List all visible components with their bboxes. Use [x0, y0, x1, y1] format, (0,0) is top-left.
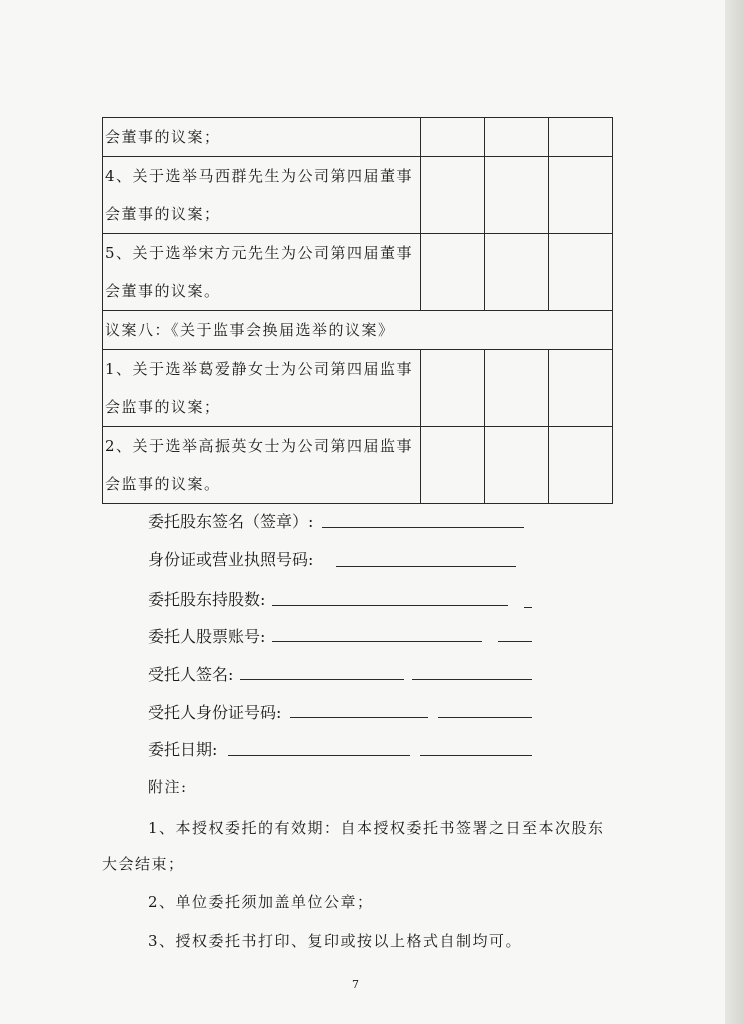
vote-for-box[interactable] [421, 427, 485, 504]
date-blank-2[interactable] [420, 755, 532, 756]
vote-for-box[interactable] [421, 350, 485, 427]
note-item-1: 1、本授权委托的有效期：自本授权委托书签署之日至本次股东 [148, 819, 605, 837]
voting-table [102, 117, 613, 504]
date-label: 委托日期: [148, 740, 218, 759]
proposal-heading-cell [103, 311, 613, 350]
proposal-text: 5、关于选举宋方元先生为公司第四届董事 [105, 244, 414, 262]
table-row [103, 350, 613, 427]
page-edge [725, 0, 744, 1024]
vote-against-box[interactable] [485, 234, 549, 311]
vote-for-box[interactable] [421, 157, 485, 234]
account-no-label: 委托人股票账号: [148, 627, 266, 646]
proposal-cell [103, 157, 421, 234]
shares-held-blank[interactable] [272, 605, 508, 606]
table-row [103, 118, 613, 157]
table-row [103, 311, 613, 350]
vote-for-box[interactable] [421, 234, 485, 311]
vote-abstain-box[interactable] [549, 118, 613, 157]
proxy-id-blank[interactable] [290, 717, 428, 718]
page-number: 7 [352, 978, 359, 991]
vote-against-box[interactable] [485, 350, 549, 427]
shareholder-signature-blank[interactable] [322, 527, 524, 528]
proxy-id-label: 受托人身份证号码: [148, 703, 282, 722]
proposal-cell [103, 234, 421, 311]
account-no-blank[interactable] [272, 641, 482, 642]
notes-heading: 附注: [148, 778, 188, 796]
note-item-2: 2、单位委托须加盖单位公章； [148, 893, 374, 911]
proposal-text: 4、关于选举马西群先生为公司第四届董事 [105, 167, 414, 185]
proposal-text: 会董事的议案； [105, 128, 221, 146]
proposal-text: 会监事的议案； [105, 398, 221, 416]
vote-for-box[interactable] [421, 118, 485, 157]
vote-abstain-box[interactable] [549, 350, 613, 427]
proxy-signature-label: 受托人签名: [148, 665, 234, 684]
proxy-signature-blank-2[interactable] [412, 679, 532, 680]
note-item-3: 3、授权委托书打印、复印或按以上格式自制均可。 [148, 932, 523, 950]
shares-held-label: 委托股东持股数: [148, 590, 266, 609]
proposal-text: 会监事的议案。 [105, 475, 221, 493]
proposal-text: 1、关于选举葛爱静女士为公司第四届监事 [105, 360, 414, 378]
id-license-label: 身份证或营业执照号码: [148, 550, 314, 569]
proxy-signature-blank[interactable] [240, 679, 404, 680]
vote-against-box[interactable] [485, 118, 549, 157]
proposal-text: 2、关于选举高振英女士为公司第四届监事 [105, 437, 414, 455]
proposal-cell [103, 427, 421, 504]
vote-abstain-box[interactable] [549, 427, 613, 504]
table-row [103, 427, 613, 504]
table-row [103, 234, 613, 311]
note-item-1-cont: 大会结束； [102, 855, 185, 873]
account-no-blank-2[interactable] [498, 641, 532, 642]
proxy-id-blank-2[interactable] [438, 717, 532, 718]
proposal-text: 会董事的议案； [105, 205, 221, 223]
date-blank[interactable] [228, 755, 410, 756]
shareholder-signature-label: 委托股东签名（签章）: [148, 512, 314, 531]
proposal-cell [103, 118, 421, 157]
shares-held-blank-2[interactable] [524, 607, 532, 608]
proposal-heading: 议案八：《关于监事会换届选举的议案》 [105, 321, 395, 339]
id-license-blank[interactable] [336, 566, 516, 567]
vote-against-box[interactable] [485, 427, 549, 504]
table-row [103, 157, 613, 234]
vote-against-box[interactable] [485, 157, 549, 234]
vote-abstain-box[interactable] [549, 157, 613, 234]
proposal-text: 会董事的议案。 [105, 282, 221, 300]
proposal-cell [103, 350, 421, 427]
vote-abstain-box[interactable] [549, 234, 613, 311]
